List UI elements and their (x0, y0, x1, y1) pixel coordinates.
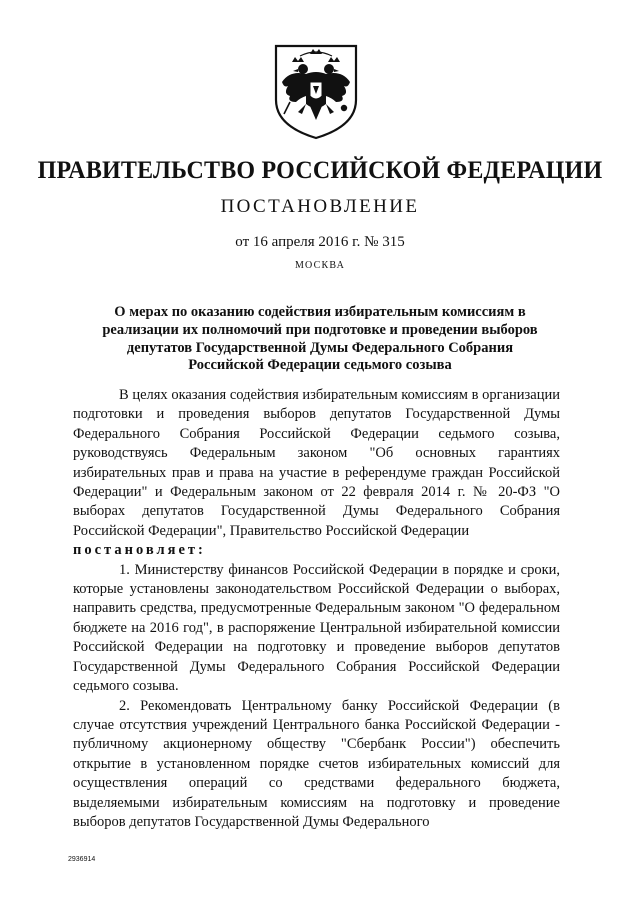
document-code: 2936914 (68, 856, 96, 863)
government-title: ПРАВИТЕЛЬСТВО РОССИЙСКОЙ ФЕДЕРАЦИИ (37, 157, 603, 184)
decides-label: постановляет: (73, 542, 206, 559)
city: МОСКВА (294, 260, 346, 271)
item-2-paragraph: 2. Рекомендовать Центральному банку Российской Федерации (в случае отсутствия учреждений Центрального банка Российской Федерации - публичному акционерному обществу "Сбербанк России") обеспечить открытие в установленном порядке счетов избирательных комиссий для осуществления операций со средствами федерального бюджета, выделяемыми избирательным комиссиям на подготовку и проведение выборов депутатов Государственной Думы Федерального (73, 697, 560, 830)
item-1-paragraph: 1. Министерству финансов Российской Федерации в порядке и сроки, которые установлены законодательством Российской Федерации о выборах, направить средства, предусмотренные Федеральным законом "О федеральном бюджете на 2016 год", в распоряжение Центральной избирательной комиссии Российской Федерации на подготовку и проведение выборов депутатов Государственной Думы Федерального Собрания Российской Федерации седьмого созыва. (73, 561, 560, 695)
preamble-paragraph: В целях оказания содействия избирательным комиссиям в организации подготовки и проведения выборов депутатов Государственной Думы Федерального Собрания Российской Федерации седьмого созыва, руководствуясь Федеральным законом "Об основных гарантиях избирательных прав и права на участие в референдуме граждан Российской Федерации" и Федеральным законом от 22 февраля 2014 г. № 20-ФЗ "О выборах депутатов Государственной Думы Федерального Собрания Российской Федерации", Правительство Российской Федерации (73, 387, 560, 539)
decree-subject: О мерах по оказанию содействия избирательным комиссиям в реализации их полномочий при подготовке и проведении выборов депутатов Государственной Думы Федерального Собрания Российской Федерации седьмого созыва (102, 304, 538, 374)
document-type: ПОСТАНОВЛЕНИЕ (220, 196, 420, 217)
date-and-number: от 16 апреля 2016 г. № 315 (235, 234, 405, 250)
decree-body (73, 386, 560, 832)
decides-paragraph (73, 541, 560, 560)
russian-coat-of-arms-icon (270, 42, 362, 140)
